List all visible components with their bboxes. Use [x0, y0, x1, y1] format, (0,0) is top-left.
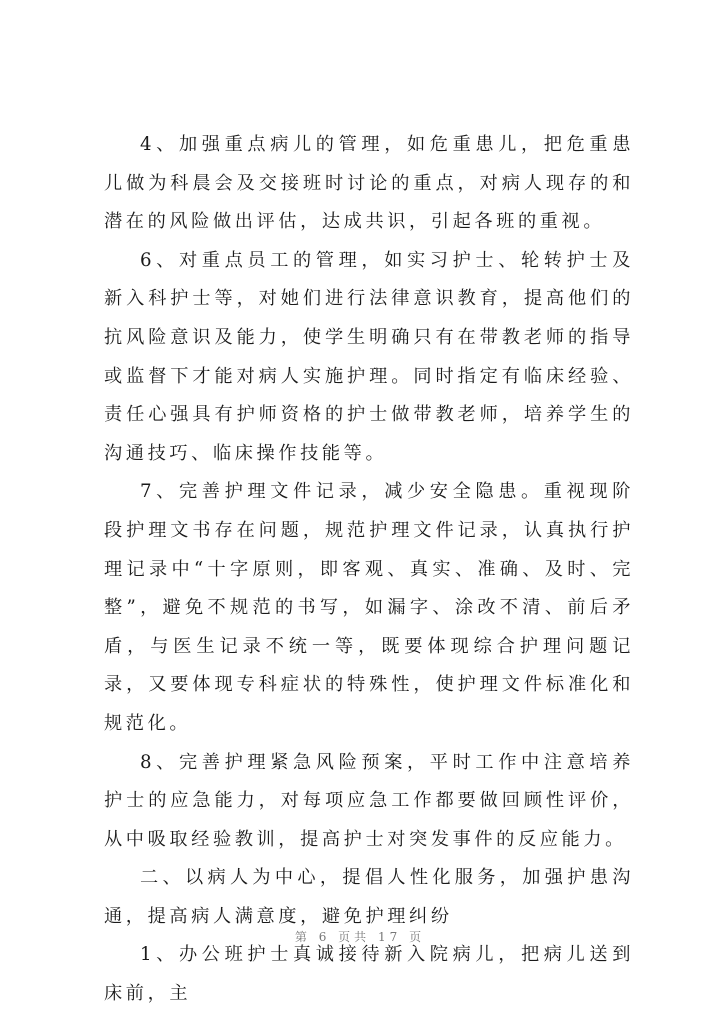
- section-heading-2: 二、以病人为中心，提倡人性化服务，加强护患沟通，提高病人满意度，避免护理纠纷: [104, 867, 634, 927]
- page-number-footer: 第 6 页共 17 页: [294, 930, 426, 944]
- paragraph-item-4: 4、加强重点病儿的管理，如危重患儿，把危重患儿做为科晨会及交接班时讨论的重点，对病人现存的和潜在的风险做出评估，达成共识，引起各班的重视。: [104, 134, 634, 233]
- paragraph-item-7: 7、完善护理文件记录，减少安全隐患。重视现阶段护理文书存在问题，规范护理文件记录，认真执行护理记录中“十字原则，即客观、真实、准确、及时、完整”，避免不规范的书写，如漏字、涂改不清、前后矛盾，与医生记录不统一等，既要体现综合护理问题记录，又要体现专科症状的特殊性，使护理文件标准化和规范化。: [104, 481, 634, 734]
- document-body: [104, 126, 634, 1014]
- paragraph-item-1: 1、办公班护士真诚接待新入院病儿，把病儿送到床前，主: [104, 944, 634, 1005]
- paragraph-item-6: 6、对重点员工的管理，如实习护士、轮转护士及新入科护士等，对她们进行法律意识教育，提高他们的抗风险意识及能力，使学生明确只有在带教老师的指导或监督下才能对病人实施护理。同时指定有临床经验、责任心强具有护师资格的护士做带教老师，培养学生的沟通技巧、临床操作技能等。: [104, 249, 634, 464]
- paragraph-item-8: 8、完善护理紧急风险预案，平时工作中注意培养护士的应急能力，对每项应急工作都要做回顾性评价，从中吸取经验教训，提高护士对突发事件的反应能力。: [104, 751, 634, 850]
